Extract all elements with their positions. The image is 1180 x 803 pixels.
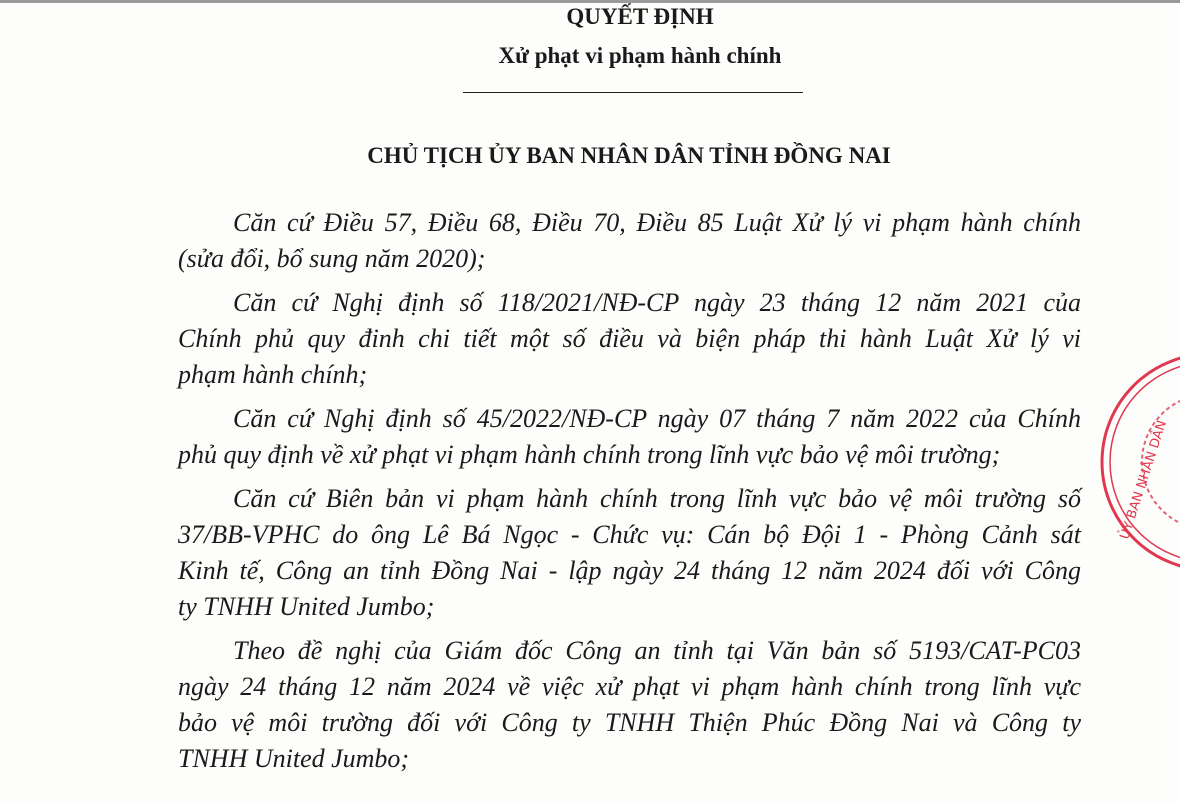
- document-title: QUYẾT ĐỊNH: [566, 4, 714, 29]
- paragraph-line: Căn cứ Nghị định số 45/2022/NĐ-CP ngày 07 tháng 7 năm 2022 của Chính: [233, 404, 1081, 433]
- legal-basis-paragraph: [178, 205, 1081, 277]
- paragraph-line: ty TNHH United Jumbo;: [178, 592, 435, 621]
- paragraph-line: (sửa đổi, bổ sung năm 2020);: [178, 244, 486, 273]
- paragraph-line: bảo vệ môi trường đối với Công ty TNHH Thiện Phúc Đồng Nai và Công ty: [178, 708, 1081, 737]
- red-seal-stamp: [1098, 350, 1180, 574]
- issuing-authority: CHỦ TỊCH ỦY BAN NHÂN DÂN TỈNH ĐỒNG NAI: [367, 143, 891, 168]
- paragraph-line: phạm hành chính;: [178, 360, 368, 389]
- paragraph-line: Chính phủ quy đinh chi tiết một số điều và biện pháp thi hành Luật Xử lý vi: [178, 324, 1081, 353]
- paragraph-line: Căn cứ Điều 57, Điều 68, Điều 70, Điều 85 Luật Xử lý vi phạm hành chính: [233, 208, 1081, 237]
- seal-text: ỦY BAN NHÂN DÂN: [1117, 418, 1171, 542]
- legal-basis-paragraph: [178, 633, 1081, 777]
- paragraph-line: 37/BB-VPHC do ông Lê Bá Ngọc - Chức vụ: Cán bộ Đội 1 - Phòng Cảnh sát: [178, 520, 1081, 549]
- paragraph-line: phủ quy định về xử phạt vi phạm hành chính trong lĩnh vực bảo vệ môi trường;: [178, 440, 1001, 469]
- paragraph-line: Căn cứ Biên bản vi phạm hành chính trong lĩnh vực bảo vệ môi trường số: [233, 484, 1081, 513]
- paragraph-line: Kinh tế, Công an tỉnh Đồng Nai - lập ngày 24 tháng 12 năm 2024 đối với Công: [178, 556, 1081, 585]
- title-divider: [463, 92, 803, 93]
- paragraph-line: Căn cứ Nghị định số 118/2021/NĐ-CP ngày 23 tháng 12 năm 2021 của: [233, 288, 1081, 317]
- paragraph-line: Theo đề nghị của Giám đốc Công an tỉnh tại Văn bản số 5193/CAT-PC03: [233, 636, 1081, 665]
- document-subtitle: Xử phạt vi phạm hành chính: [498, 43, 782, 68]
- document-body: [178, 205, 1081, 785]
- legal-basis-paragraph: [178, 481, 1081, 625]
- scan-top-edge: [0, 0, 1180, 3]
- paragraph-line: ngày 24 tháng 12 năm 2024 về việc xử phạt vi phạm hành chính trong lĩnh vực: [178, 672, 1081, 701]
- legal-basis-paragraph: [178, 285, 1081, 393]
- paragraph-line: TNHH United Jumbo;: [178, 744, 410, 773]
- legal-basis-paragraph: [178, 401, 1081, 473]
